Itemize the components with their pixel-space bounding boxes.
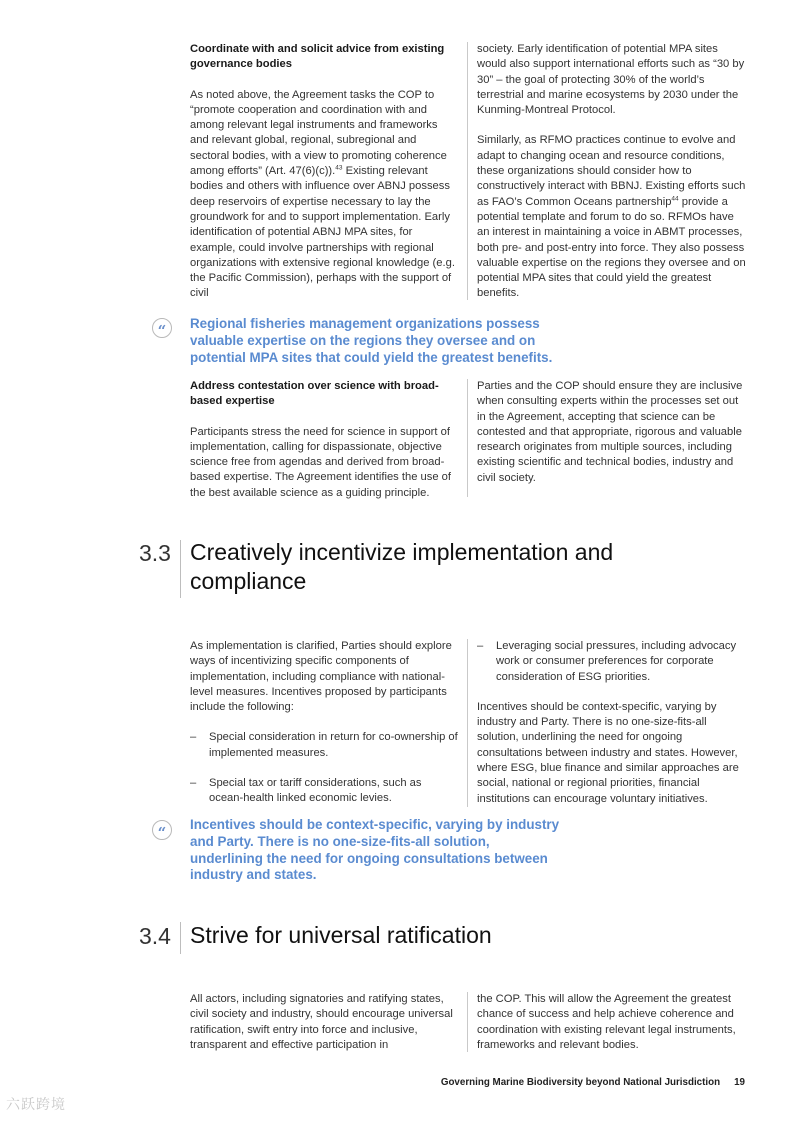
section-rule <box>180 922 181 954</box>
section-number: 3.4 <box>139 923 171 949</box>
page-number: 19 <box>734 1077 745 1088</box>
section34-right-column <box>477 992 749 1053</box>
block1-left-column <box>190 42 458 302</box>
paragraph: Similarly, as RFMO practices continue to evolve and adapt to changing ocean and resource conditions, these organizations should consider how to constructively interact with BBNJ. Existing efforts such as FAO’s Common Oceans partnership$^{44}$ provide a potential template and forum to do so. RFMOs have an interest in maintaining a voice in ABMT processes, both pre- and post-entry into force. They also possess valuable expertise on the regions they oversee and on potential MPA sites that could yield the greatest benefits. <box>477 134 746 300</box>
paragraph: the COP. This will allow the Agreement the greatest chance of success and help achieve coherence and coordination with existing relevant legal instruments, frameworks and relevant bodies. <box>477 993 736 1051</box>
quote-icon: “ <box>152 318 172 338</box>
block1-right-column <box>477 42 749 302</box>
bullet-dash: – <box>190 731 197 744</box>
paragraph: Incentives should be context-specific, varying by industry and Party. There is no one-size-fits-all solution, underlining the need for ongoing consultations between industry and states. However, where ESG, blue finance and similar approaches are social, national or regional priorities, financial institutions can encourage voluntary initiatives. <box>477 700 739 805</box>
paragraph: society. Early identification of potential MPA sites would also support international efforts such as “30 by 30” – the goal of protecting 30% of the world’s terrestrial and marine ecosystems by 2030 under the Kunming-Montreal Protocol. <box>477 43 745 117</box>
list-item: – Leveraging social pressures, including advocacy work or consumer preferences for corporate consideration of ESG priorities. <box>477 639 749 685</box>
quote-icon: “ <box>152 820 172 840</box>
section-rule <box>180 540 181 598</box>
watermark: 六跃跨境 <box>6 1096 66 1112</box>
section33-right-column <box>477 639 749 807</box>
paragraph: Participants stress the need for science in support of implementation, calling for dispassionate, objective science free from agendas and derived from broad-based expertise. The Agreement identifies the use of the best available science as a guiding principle. <box>190 425 451 499</box>
pull-quote: Incentives should be context-specific, varying by industry and Party. There is no one-size-fits-all solution, underlining the need for ongoing consultations between industry and states. <box>190 817 560 883</box>
paragraph: As noted above, the Agreement tasks the COP to “promote cooperation and coordination with and among relevant legal instruments and frameworks and relevant global, regional, subregional and sectoral bodies, with a view to promoting coherence among efforts” (Art. 47(6)(c)).$^{43}$ Existing relevant bodies and others with influence over ABNJ possess deep reservoirs of expertise necessary to lay the groundwork for and to support implementation. Early identification of potential ABNJ MPA sites, for example, could involve partnerships with regional organizations with extensive regional knowledge (e.g. the Pacific Commission), perhaps with the support of civil <box>190 88 455 300</box>
column-divider <box>467 992 468 1052</box>
block2-left-column <box>190 379 458 501</box>
section34-left-column <box>190 992 458 1053</box>
list-item: – Special consideration in return for co-ownership of implemented measures. <box>190 730 458 761</box>
footnote-ref-43[interactable]: 43 <box>335 164 343 172</box>
list-item: – Special tax or tariff considerations, such as ocean-health linked economic levies. <box>190 776 458 807</box>
section-title: Creatively incentivize implementation and compliance <box>190 539 614 594</box>
column-divider <box>467 42 468 300</box>
footer-title: Governing Marine Biodiversity beyond National Jurisdiction <box>440 1077 721 1088</box>
pull-quote: Regional fisheries management organizations possess valuable expertise on the regions they oversee and on potential MPA sites that could yield the greatest benefits. <box>190 316 553 365</box>
block2-right-column <box>477 379 749 486</box>
bullet-dash: – <box>477 640 484 652</box>
section33-left-column <box>190 639 458 807</box>
paragraph: All actors, including signatories and ratifying states, civil society and industry, should encourage universal ratification, swift entry into force and inclusive, transparent and effective participation in <box>190 993 453 1051</box>
paragraph: Parties and the COP should ensure they are inclusive when consulting experts within the processes set out in the Agreement, accepting that science can be contested and that appropriate, rigorous and valuable research originates from multiple sources, including existing scientific and technical bodies, industry and civil society. <box>477 380 743 484</box>
column-divider <box>467 639 468 807</box>
section-title: Strive for universal ratification <box>190 922 492 948</box>
subheading-coordinate: Coordinate with and solicit advice from existing governance bodies <box>190 43 445 71</box>
paragraph: As implementation is clarified, Parties should explore ways of incentivizing specific components of implementation, including compliance with national-level measures. Incentives proposed by participants include the following: <box>190 640 452 714</box>
footnote-ref-44[interactable]: 44 <box>671 194 679 202</box>
page-footer <box>441 1077 745 1088</box>
bullet-dash: – <box>190 777 197 790</box>
column-divider <box>467 379 468 497</box>
subheading-science: Address contestation over science with broad-based expertise <box>190 380 439 408</box>
section-number: 3.3 <box>139 540 171 566</box>
